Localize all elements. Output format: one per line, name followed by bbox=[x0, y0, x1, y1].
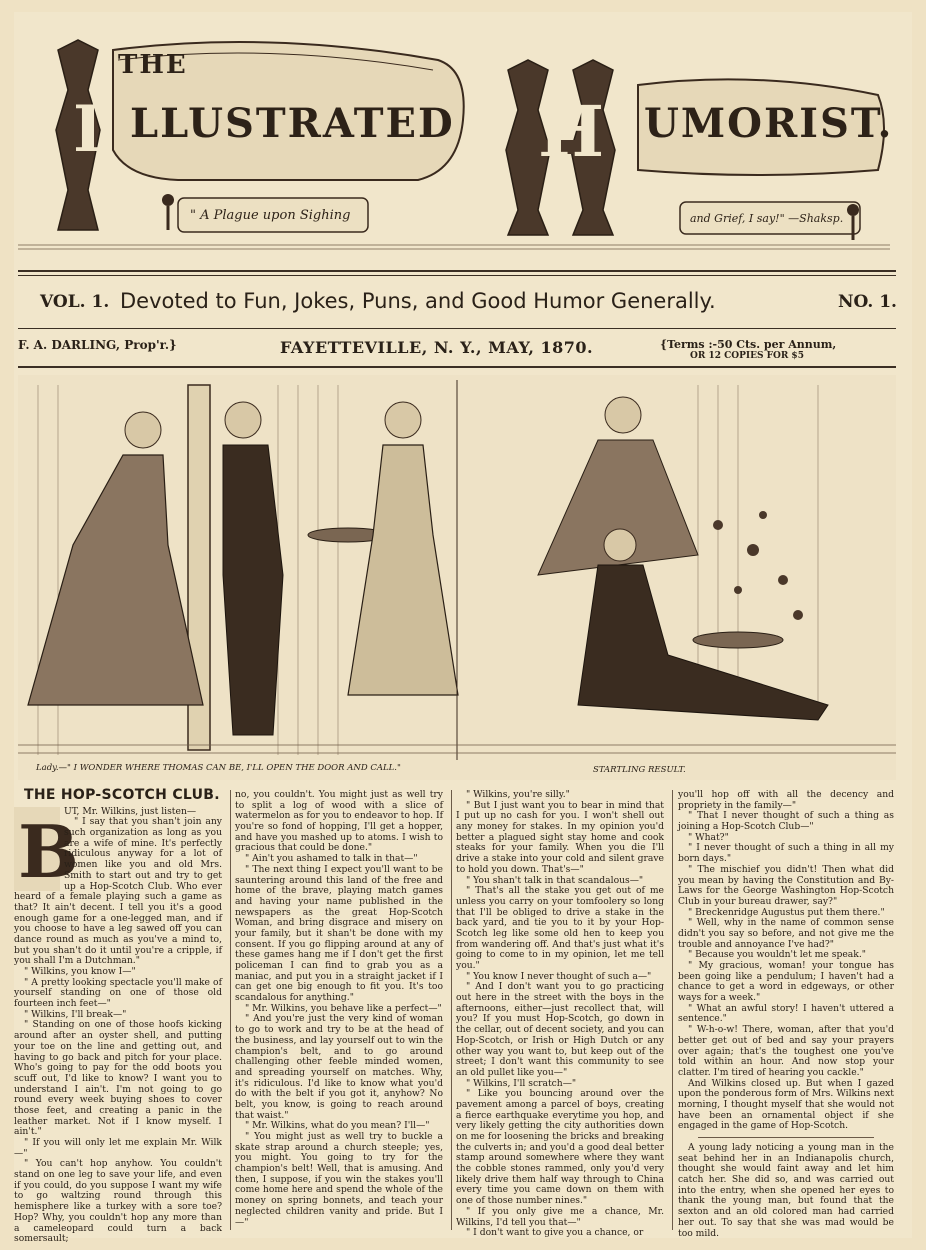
article-headline: THE HOP-SCOTCH CLUB. bbox=[24, 787, 220, 803]
volume-number: VOL. 1. bbox=[40, 292, 110, 312]
terms-copies: OR 12 COPIES FOR $5 bbox=[690, 351, 804, 361]
column-divider bbox=[451, 790, 452, 1230]
column-4-paragraph: " My gracious, woman! your tongue has been going like a pendulum; I haven't had a chance to get a word in edgeways, or other ways for a week." bbox=[678, 960, 894, 1004]
title-initial-i: I bbox=[73, 92, 103, 167]
title-illustrated: LLUSTRATED bbox=[130, 100, 455, 147]
column-2-paragraph: " And you're just the very kind of woman to go to work and try to be at the head of the business, and lay yourself out to win the champion's belt, and to go around challenging other feeble minded women, and spreading yourself on matches. Why, it's ridiculous. I'd like to know what you'd do with the belt if you got it, anyhow? No belt, you know, is going to reach around that waist." bbox=[235, 1013, 443, 1121]
column-3-paragraph: " I don't want to give you a chance, or bbox=[466, 1227, 644, 1239]
column-2-paragraph: " Mr. Wilkins, what do you mean? I'll—" bbox=[245, 1120, 430, 1132]
article-column-4 bbox=[678, 790, 894, 1239]
column-divider bbox=[672, 790, 673, 1230]
column-1-paragraph: " Standing on one of those hoofs kicking around after an oyster shell, and putting your toe on the line and getting out, and having to go back and pitch for your place. Who's going to pay for the odd boots you scuff out, I'd like to know? I want you to understand I ain't. I'm not going to go round every week buying shoes to cover those feet, and creating a panic in the leather market. Not if I know myself. I ain't." bbox=[14, 1019, 222, 1138]
column-3-paragraph: " Wilkins, I'll scratch—" bbox=[466, 1077, 577, 1089]
column-3-paragraph: " You shan't talk in that scandalous—" bbox=[466, 874, 644, 886]
engraving-illustration bbox=[18, 375, 896, 780]
column-1-paragraph: " You can't hop anyhow. You couldn't stand on one leg to save your life, and even if you could, do you suppose I want my wife to go waltzing round through this hemisphere like a turkey with a sore toe? Hop? Why, you couldn't hop any more than a cameleopard could turn a back somersault; bbox=[14, 1158, 222, 1245]
column-4-paragraph: " W-h-o-w! There, woman, after that you'd better get out of bed and say your prayers over again; that's the toughest one you've told within an hour. And now stop your clatter. I'm tired of hearing you cackle." bbox=[678, 1024, 894, 1078]
title-initial-h: H bbox=[538, 90, 605, 173]
column-4-paragraph: " Because you wouldn't let me speak." bbox=[688, 949, 866, 961]
column-4-paragraph: " Well, why in the name of common sense didn't you say so before, and not give me the trouble and annoyance I've had?" bbox=[678, 917, 894, 950]
column-3-paragraph: " You know I never thought of such a—" bbox=[466, 970, 652, 982]
column-4-paragraph: " What an awful story! I haven't uttered a sentence." bbox=[678, 1002, 894, 1025]
column-2-paragraph: " Mr. Wilkins, you behave like a perfect—" bbox=[245, 1002, 442, 1014]
column-3-paragraph: " And I don't want you to go practicing out here in the street with the boys in the afternoons, either—just recollect that, will you? If you must Hop-Scotch, go down in the cellar, out of decent society, and you can Hop-Scotch, or Irish or High Dutch or any other way you want to, but keep out of the street; I don't want this community to see an old pullet like you—" bbox=[456, 981, 664, 1078]
rule-top-thin bbox=[18, 275, 896, 276]
rule-bottom bbox=[18, 366, 896, 368]
column-4-paragraph: " Breckenridge Augustus put them there." bbox=[688, 906, 885, 918]
column-4-paragraph: you'll hop off with all the decency and propriety in the family—" bbox=[678, 789, 894, 811]
article-separator bbox=[698, 1137, 874, 1138]
motto-right: and Grief, I say!" —Shaksp. bbox=[690, 212, 844, 225]
article-column-3 bbox=[456, 790, 664, 1239]
column-2-paragraph: " You might just as well try to buckle a skate strap around a church steeple; yes, you might. You going to try for the champion's belt! Well, that is amusing. And then, I suppose, if you win the stakes you'll come home here and spend the whole of the money on spring bonnets, and teach your neglected children vanity and pride. But I—" bbox=[235, 1131, 443, 1228]
column-1-paragraph: " If you will only let me explain Mr. Wilk—" bbox=[14, 1137, 222, 1159]
column-divider bbox=[230, 790, 231, 1230]
dateline: FAYETTEVILLE, N. Y., MAY, 1870. bbox=[280, 338, 594, 357]
column-3-paragraph: " If you only give me a chance, Mr. Wilkins, I'd tell you that—" bbox=[456, 1205, 664, 1228]
column-3-paragraph: " That's all the stake you get out of me unless you carry on your tomfoolery so long that I'll be obliged to drive a stake in the back yard, and tie you to it by your Hop-Scotch leg like some old hen to keep you from wandering off. And that's just what it's going to come to in my opinion, let me tell you." bbox=[456, 885, 664, 971]
column-3-paragraph: " Wilkins, you're silly." bbox=[466, 789, 570, 800]
rule-top bbox=[18, 270, 896, 272]
column-4-paragraph: A young lady noticing a young man in the seat behind her in an Indianapolis church, thought she would faint away and let him catch her. She did so, and was carried out into the entry, when she opened her eyes to thank the young man, but found that the sexton and an old colored man had carried her out. To say that she was mad would be too mild. bbox=[678, 1142, 894, 1239]
column-2-paragraph: " Ain't you ashamed to talk in that—" bbox=[245, 853, 418, 865]
masthead bbox=[18, 30, 894, 255]
caption-right: STARTLING RESULT. bbox=[593, 765, 686, 775]
column-1-paragraph: " Wilkins, I'll break—" bbox=[24, 1008, 127, 1020]
caption-left: Lady.—" I WONDER WHERE THOMAS CAN BE, I'LL OPEN THE DOOR AND CALL." bbox=[36, 763, 401, 773]
column-1-paragraph: " A pretty looking spectacle you'll make of yourself standing on one of those old fourteen inch feet—" bbox=[14, 976, 222, 1010]
column-4-paragraph: " The mischief you didn't! Then what did you mean by having the Constitution and By-Laws for the George Washington Hop-Scotch Club in your bureau drawer, say?" bbox=[678, 863, 894, 907]
title-humorist: UMORIST. bbox=[644, 100, 894, 147]
issue-number: NO. 1. bbox=[838, 292, 897, 312]
proprietor: F. A. DARLING, Prop'r.} bbox=[18, 338, 177, 352]
column-2-paragraph: " The next thing I expect you'll want to be sauntering around this land of the free and home of the brave, playing match games and having your name published in the newspapers as the great Hop-Scotch Woman, and bring disgrace and misery on your family, but it shan't be done with my consent. If you go flipping around at any of these games hang me if I don't get the first policeman I can find to grab you as a maniac, and put you in a straight jacket if I can get one big enough to fit you. It's too scandalous for anything." bbox=[235, 863, 443, 1004]
column-4-paragraph: " That I never thought of such a thing as joining a Hop-Scotch Club—" bbox=[678, 810, 894, 833]
column-3-paragraph: " Like you bouncing around over the pavement among a parcel of boys, creating a fierce earthquake everytime you hop, and very likely getting the city authorities down on me for loosening the bricks and breaking the culverts in; and you'd a good deal better stamp around somewhere where they want the cobble stones rammed, only you'd very likely drive them half way through to China every time you came down on them with one of those number nines." bbox=[456, 1088, 664, 1207]
article-column-2 bbox=[235, 790, 443, 1228]
column-2-paragraph: no, you couldn't. You might just as well try to split a log of wood with a slice of watermelon as for you to endeavor to hop. If you're so fond of hopping, I'll get a hopper, and have you mashed up to atoms. I wish to gracious that could be done." bbox=[235, 789, 443, 854]
column-4-paragraph: And Wilkins closed up. But when I gazed upon the ponderous form of Mrs. Wilkins next morning, I thought myself that she would not have been an ornamental object if she engaged in the game of Hop-Scotch. bbox=[678, 1077, 894, 1132]
tagline: Devoted to Fun, Jokes, Puns, and Good Humor Generally. bbox=[120, 289, 716, 313]
column-4-paragraph: " What?" bbox=[688, 831, 729, 843]
terms: {Terms :-50 Cts. per Annum, bbox=[660, 338, 837, 351]
column-1-paragraph: UT, Mr. Wilkins, just listen— bbox=[64, 805, 197, 817]
column-4-paragraph: " I never thought of such a thing in all my born days." bbox=[678, 842, 894, 865]
engraving-artwork bbox=[18, 375, 896, 780]
column-1-paragraph: " I say that you shan't join any such organization as long as you are a wife of mine. It's perfectly ridiculous anyway for a lot of women like you and old Mrs. Smith to start out and try to get up a Hop-Scotch Club. Who ever heard of a female playing such a game as that? It ain't decent. I tell you it's a good enough game for a one-legged man, and if you choose to have a leg sawed off you can dance round as much as you've a mind to, but you shan't do it until you're a cripple, if you shall I'm a Dutchman." bbox=[14, 816, 222, 967]
svg-text:B: B bbox=[18, 808, 79, 894]
column-1-paragraph: " Wilkins, you know I—" bbox=[24, 966, 136, 977]
title-the: THE bbox=[118, 50, 188, 80]
motto-left: " A Plague upon Sighing bbox=[190, 208, 351, 223]
dropcap-b-illustration bbox=[14, 807, 79, 894]
column-3-paragraph: " But I just want you to bear in mind that I put up no cash for you. I won't shell out any money for stakes. In my opinion you'd better a plagued sight stay home and cook steaks for your family. When you die I'll drive a stake into your cold and silent grave to hold you down. That's—" bbox=[456, 799, 664, 875]
rule-mid bbox=[18, 328, 896, 329]
article-column-1 bbox=[14, 787, 222, 1245]
